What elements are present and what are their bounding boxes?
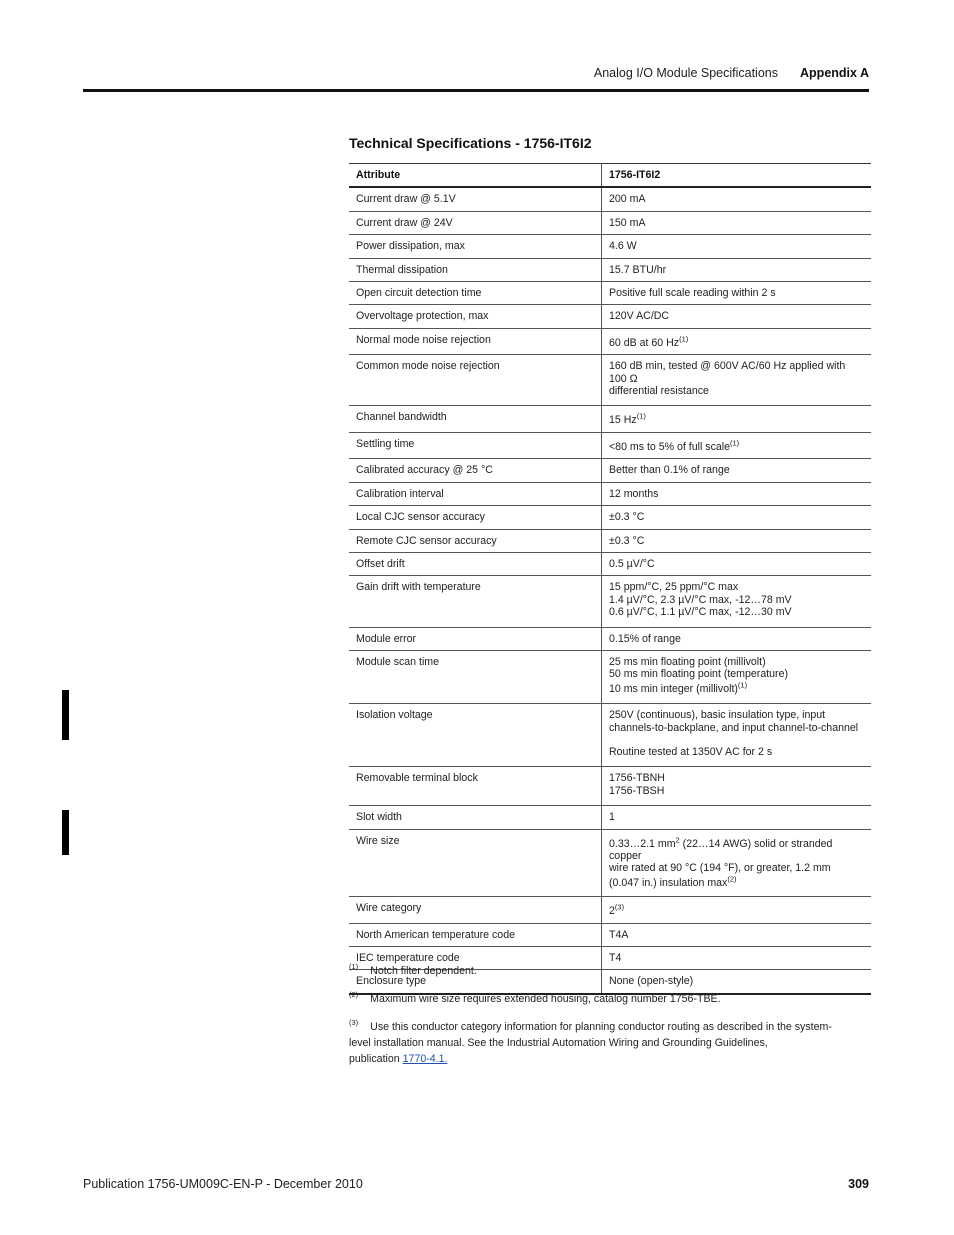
value-cell [602, 406, 872, 432]
attribute-cell: Current draw @ 5.1V [349, 187, 602, 211]
attribute-cell: Common mode noise rejection [349, 355, 602, 406]
table-row [349, 282, 871, 305]
attribute-cell: Open circuit detection time [349, 282, 602, 305]
footnote-ref: (1) [636, 411, 646, 421]
value-text: (0.047 in.) insulation max [609, 876, 728, 889]
footnote-text: Notch filter dependent. [370, 965, 477, 977]
value-cell [602, 355, 872, 406]
value-cell: 1 [609, 811, 615, 824]
value-text: 10 ms min integer (millivolt) [609, 682, 738, 695]
attribute-cell: Module error [349, 627, 602, 650]
table-row [349, 211, 871, 234]
value-line: wire rated at 90 °C (194 °F), or greater, 1.2 mm [609, 862, 831, 875]
value-cell: ±0.3 °C [609, 511, 645, 524]
table-row [349, 305, 871, 328]
value-line: channels-to-backplane, and input channel-to-channel [609, 721, 859, 734]
column-header-attribute: Attribute [349, 164, 602, 188]
footnote-ref: (1) [679, 334, 689, 344]
attribute-cell: Normal mode noise rejection [349, 328, 602, 354]
table-row [349, 328, 871, 354]
table-row [349, 704, 871, 767]
attribute-cell: Calibrated accuracy @ 25 °C [349, 459, 602, 482]
table-row [349, 235, 871, 258]
value-cell: Positive full scale reading within 2 s [609, 287, 776, 300]
value-text: 60 dB at 60 Hz [609, 336, 680, 349]
table-row [349, 767, 871, 806]
footer-publication: Publication 1756-UM009C-EN-P - December 2010 [83, 1177, 363, 1191]
table-row [349, 552, 871, 575]
value-line: 25 ms min floating point (millivolt) [609, 655, 766, 668]
value-cell: 0.15% of range [609, 632, 681, 645]
table-row [349, 506, 871, 529]
value-cell [602, 897, 872, 923]
value-cell [602, 576, 872, 627]
table-header-row [349, 164, 871, 188]
value-line: 1756-TBNH [609, 772, 665, 785]
table-row [349, 355, 871, 406]
table-row [349, 432, 871, 458]
attribute-cell: Enclosure type [349, 970, 602, 994]
value-line [609, 835, 865, 863]
value-text: (22…14 AWG) solid or stranded copper [609, 837, 833, 862]
value-cell [602, 650, 872, 703]
attribute-cell: Calibration interval [349, 482, 602, 505]
footnote-text: Use this conductor category information for planning conductor routing as described in the system-level installation manual. See the Industrial Automation Wiring and Grounding Guidelines, publication [349, 1021, 832, 1065]
value-text: 2 [609, 905, 615, 918]
attribute-cell: IEC temperature code [349, 947, 602, 970]
page-number: 309 [848, 1177, 869, 1191]
value-cell: 12 months [609, 487, 659, 500]
table-row [349, 258, 871, 281]
attribute-cell: Module scan time [349, 650, 602, 703]
header-section-title: Analog I/O Module Specifications [593, 66, 778, 80]
value-line: 160 dB min, tested @ 600V AC/60 Hz applied with 100 Ω [609, 360, 846, 385]
value-cell [602, 704, 872, 767]
value-line: Routine tested at 1350V AC for 2 s [609, 745, 773, 758]
attribute-cell: Current draw @ 24V [349, 211, 602, 234]
attribute-cell: Local CJC sensor accuracy [349, 506, 602, 529]
value-line: 1.4 µV/°C, 2.3 µV/°C max, -12…78 mV [609, 593, 792, 606]
footnotes [349, 963, 849, 1079]
value-line: 0.6 µV/°C, 1.1 µV/°C max, -12…30 mV [609, 606, 792, 619]
value-line: 50 ms min floating point (temperature) [609, 668, 788, 681]
table-row [349, 406, 871, 432]
table-row [349, 187, 871, 211]
footnote-mark: (3) [349, 1018, 359, 1028]
value-text: 0.33…2.1 mm [609, 837, 676, 850]
footnote-text: Maximum wire size requires extended housing, catalog number 1756-TBE. [370, 993, 721, 1005]
value-cell: 4.6 W [609, 240, 637, 253]
attribute-cell: Gain drift with temperature [349, 576, 602, 627]
value-line: differential resistance [609, 385, 709, 398]
value-cell [602, 432, 872, 458]
value-cell [602, 767, 872, 806]
table-row [349, 576, 871, 627]
attribute-cell: Wire size [349, 829, 602, 897]
attribute-cell: Removable terminal block [349, 767, 602, 806]
table-row [349, 482, 871, 505]
footnote-ref: (2) [727, 874, 737, 884]
value-cell: 200 mA [609, 193, 646, 206]
footnote-mark: (2) [349, 990, 359, 1000]
table-row [349, 923, 871, 946]
value-line [609, 874, 865, 889]
value-cell: None (open-style) [609, 975, 694, 988]
value-line: 15 ppm/°C, 25 ppm/°C max [609, 581, 739, 594]
attribute-cell: Slot width [349, 806, 602, 829]
attribute-cell: Thermal dissipation [349, 258, 602, 281]
footnote-3 [349, 1019, 849, 1067]
attribute-cell: North American temperature code [349, 923, 602, 946]
footnote-mark: (1) [349, 962, 359, 972]
footnote-1 [349, 963, 849, 979]
table-row [349, 806, 871, 829]
footnote-ref: (3) [614, 902, 625, 912]
table-row [349, 650, 871, 703]
footnote-ref: (1) [737, 680, 748, 690]
publication-link[interactable]: 1770-4.1. [402, 1053, 448, 1065]
table-row [349, 459, 871, 482]
value-text: 15 Hz [609, 414, 637, 427]
value-cell: 150 mA [609, 216, 646, 229]
attribute-cell: Offset drift [349, 552, 602, 575]
value-line: 250V (continuous), basic insulation type, input [609, 709, 826, 722]
value-cell [602, 829, 872, 897]
page-header [83, 66, 869, 84]
value-cell: T4 [609, 952, 622, 965]
value-cell: T4A [609, 928, 629, 941]
footnote-2 [349, 991, 849, 1007]
value-cell: ±0.3 °C [609, 534, 645, 547]
column-header-model: 1756-IT6I2 [609, 169, 661, 181]
change-bar [62, 810, 69, 855]
specifications-table [349, 163, 871, 995]
attribute-cell: Wire category [349, 897, 602, 923]
value-line: 1756-TBSH [609, 784, 665, 797]
table-title: Technical Specifications - 1756-IT6I2 [349, 135, 592, 151]
table-row [349, 529, 871, 552]
value-cell [602, 328, 872, 354]
table-row [349, 627, 871, 650]
attribute-cell: Settling time [349, 432, 602, 458]
attribute-cell: Remote CJC sensor accuracy [349, 529, 602, 552]
change-bar [62, 690, 69, 740]
header-appendix-label: Appendix A [800, 66, 869, 80]
table-row [349, 829, 871, 897]
value-cell: 120V AC/DC [609, 310, 670, 323]
footnote-ref: (1) [730, 438, 740, 448]
attribute-cell: Overvoltage protection, max [349, 305, 602, 328]
header-divider [83, 89, 869, 92]
value-cell: 15.7 BTU/hr [609, 263, 667, 276]
value-cell: 0.5 µV/°C [609, 557, 655, 570]
attribute-cell: Power dissipation, max [349, 235, 602, 258]
value-line [609, 680, 865, 695]
superscript: 2 [675, 835, 680, 845]
table-row [349, 897, 871, 923]
value-text: <80 ms to 5% of full scale [609, 440, 731, 453]
value-cell: Better than 0.1% of range [609, 464, 730, 477]
attribute-cell: Isolation voltage [349, 704, 602, 767]
attribute-cell: Channel bandwidth [349, 406, 602, 432]
